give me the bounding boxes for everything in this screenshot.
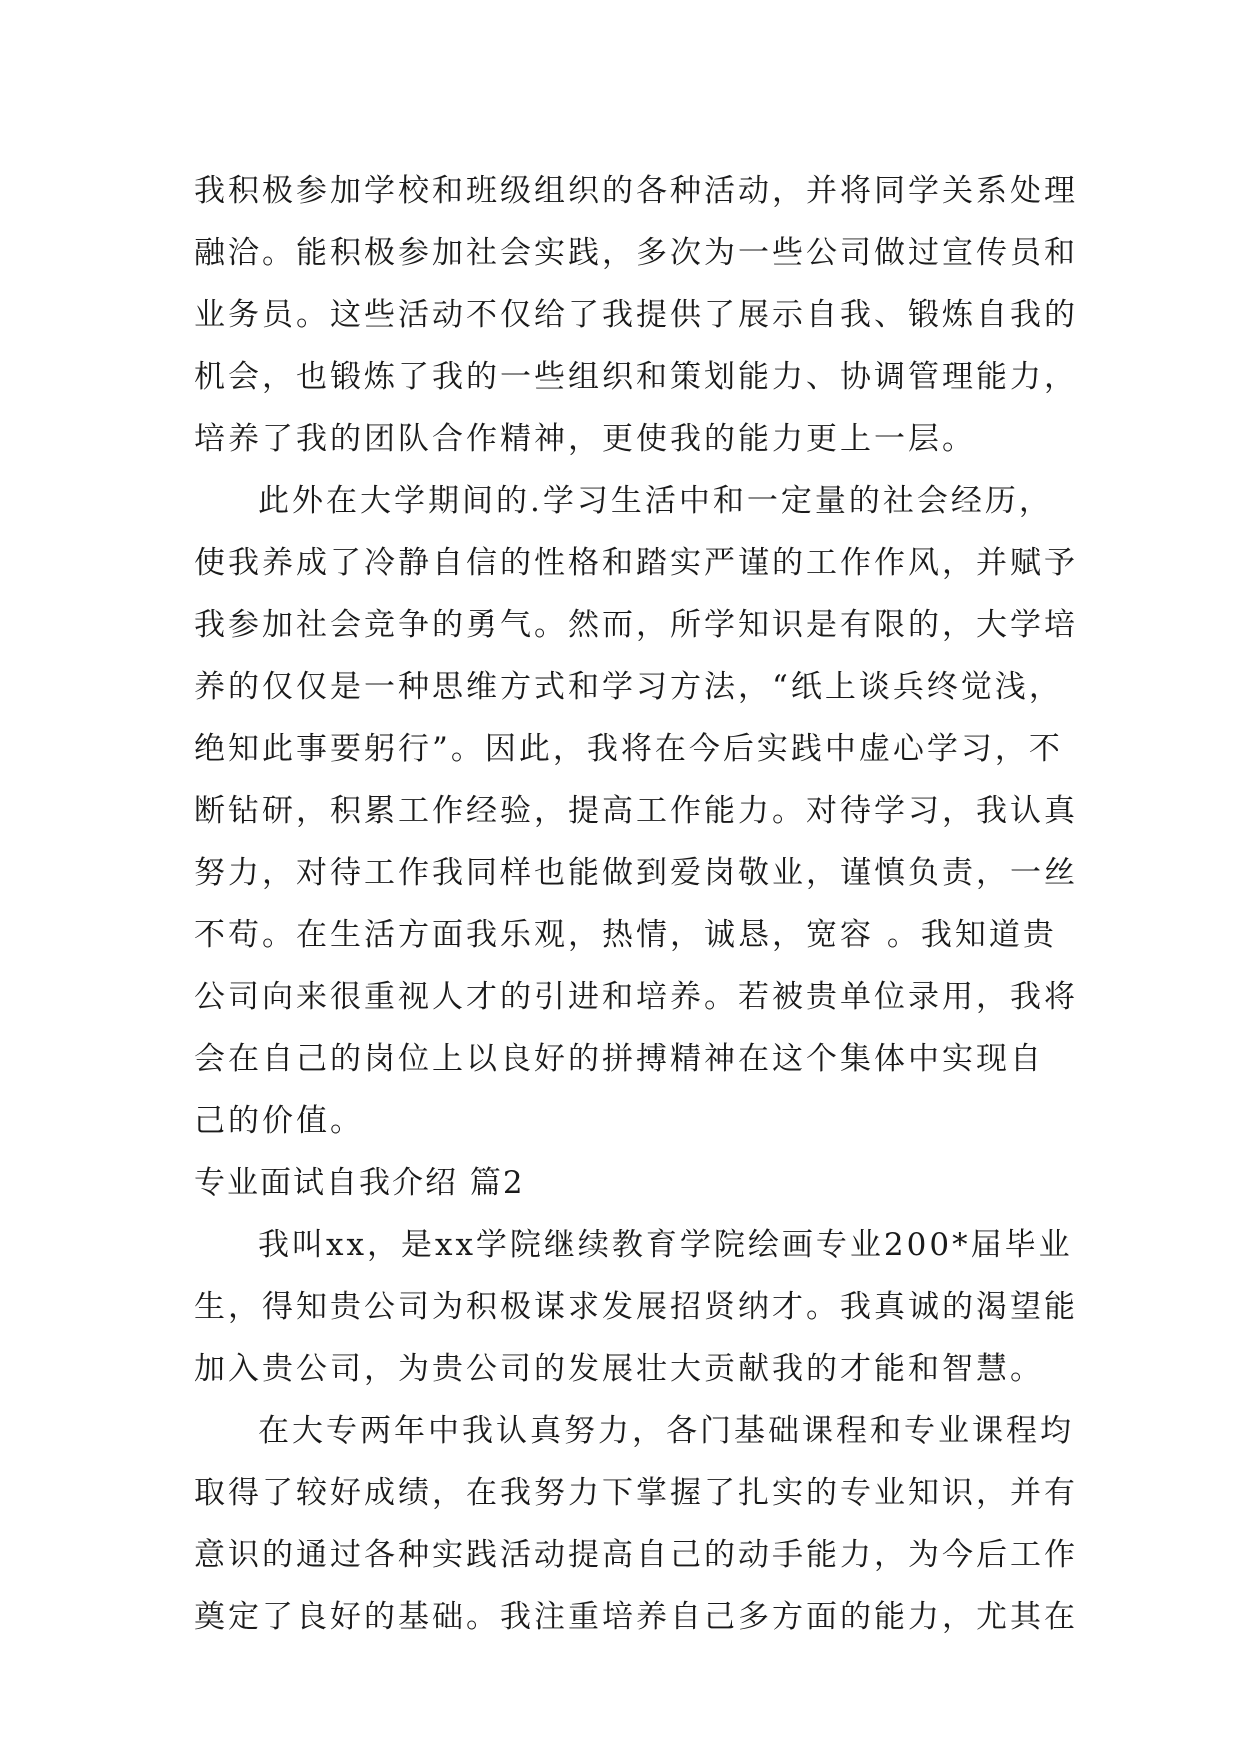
text-line: 奠定了良好的基础。我注重培养自己多方面的能力，尤其在 <box>194 1599 1078 1635</box>
paragraph-start-line: 我叫xx，是xx学院继续教育学院绘画专业200*届毕业 <box>258 1227 1073 1263</box>
text-line: 己的价值。 <box>194 1103 364 1139</box>
text-line: 我参加社会竞争的勇气。然而，所学知识是有限的，大学培 <box>194 607 1078 643</box>
section-heading: 专业面试自我介绍 篇2 <box>194 1165 525 1201</box>
text-line: 绝知此事要躬行”。因此，我将在今后实践中虚心学习，不 <box>194 731 1063 767</box>
text-line: 业务员。这些活动不仅给了我提供了展示自我、锻炼自我的 <box>194 297 1078 333</box>
text-line: 会在自己的岗位上以良好的拼搏精神在这个集体中实现自 <box>194 1041 1044 1077</box>
text-line: 意识的通过各种实践活动提高自己的动手能力，为今后工作 <box>194 1537 1078 1573</box>
text-line: 加入贵公司，为贵公司的发展壮大贡献我的才能和智慧。 <box>194 1351 1044 1387</box>
text-line: 养的仅仅是一种思维方式和学习方法，“纸上谈兵终觉浅， <box>194 669 1063 705</box>
text-line: 取得了较好成绩，在我努力下掌握了扎实的专业知识，并有 <box>194 1475 1078 1511</box>
text-line: 我积极参加学校和班级组织的各种活动，并将同学关系处理 <box>194 173 1078 209</box>
text-line: 培养了我的团队合作精神，更使我的能力更上一层。 <box>194 421 976 457</box>
text-line: 努力，对待工作我同样也能做到爱岗敬业，谨慎负责，一丝 <box>194 855 1078 891</box>
paragraph-start-line: 在大专两年中我认真努力，各门基础课程和专业课程均 <box>258 1413 1074 1449</box>
text-line: 公司向来很重视人才的引进和培养。若被贵单位录用，我将 <box>194 979 1078 1015</box>
text-line: 融洽。能积极参加社会实践，多次为一些公司做过宣传员和 <box>194 235 1078 271</box>
text-line: 生，得知贵公司为积极谋求发展招贤纳才。我真诚的渴望能 <box>194 1289 1078 1325</box>
text-line: 断钻研，积累工作经验，提高工作能力。对待学习，我认真 <box>194 793 1078 829</box>
paragraph-start-line: 此外在大学期间的.学习生活中和一定量的社会经历， <box>258 483 1053 519</box>
document-body <box>194 160 1078 1648</box>
text-line: 使我养成了冷静自信的性格和踏实严谨的工作作风，并赋予 <box>194 545 1078 581</box>
text-line: 机会，也锻炼了我的一些组织和策划能力、协调管理能力， <box>194 359 1078 395</box>
text-line: 不苟。在生活方面我乐观，热情，诚恳，宽容 。我知道贵 <box>194 917 1057 953</box>
